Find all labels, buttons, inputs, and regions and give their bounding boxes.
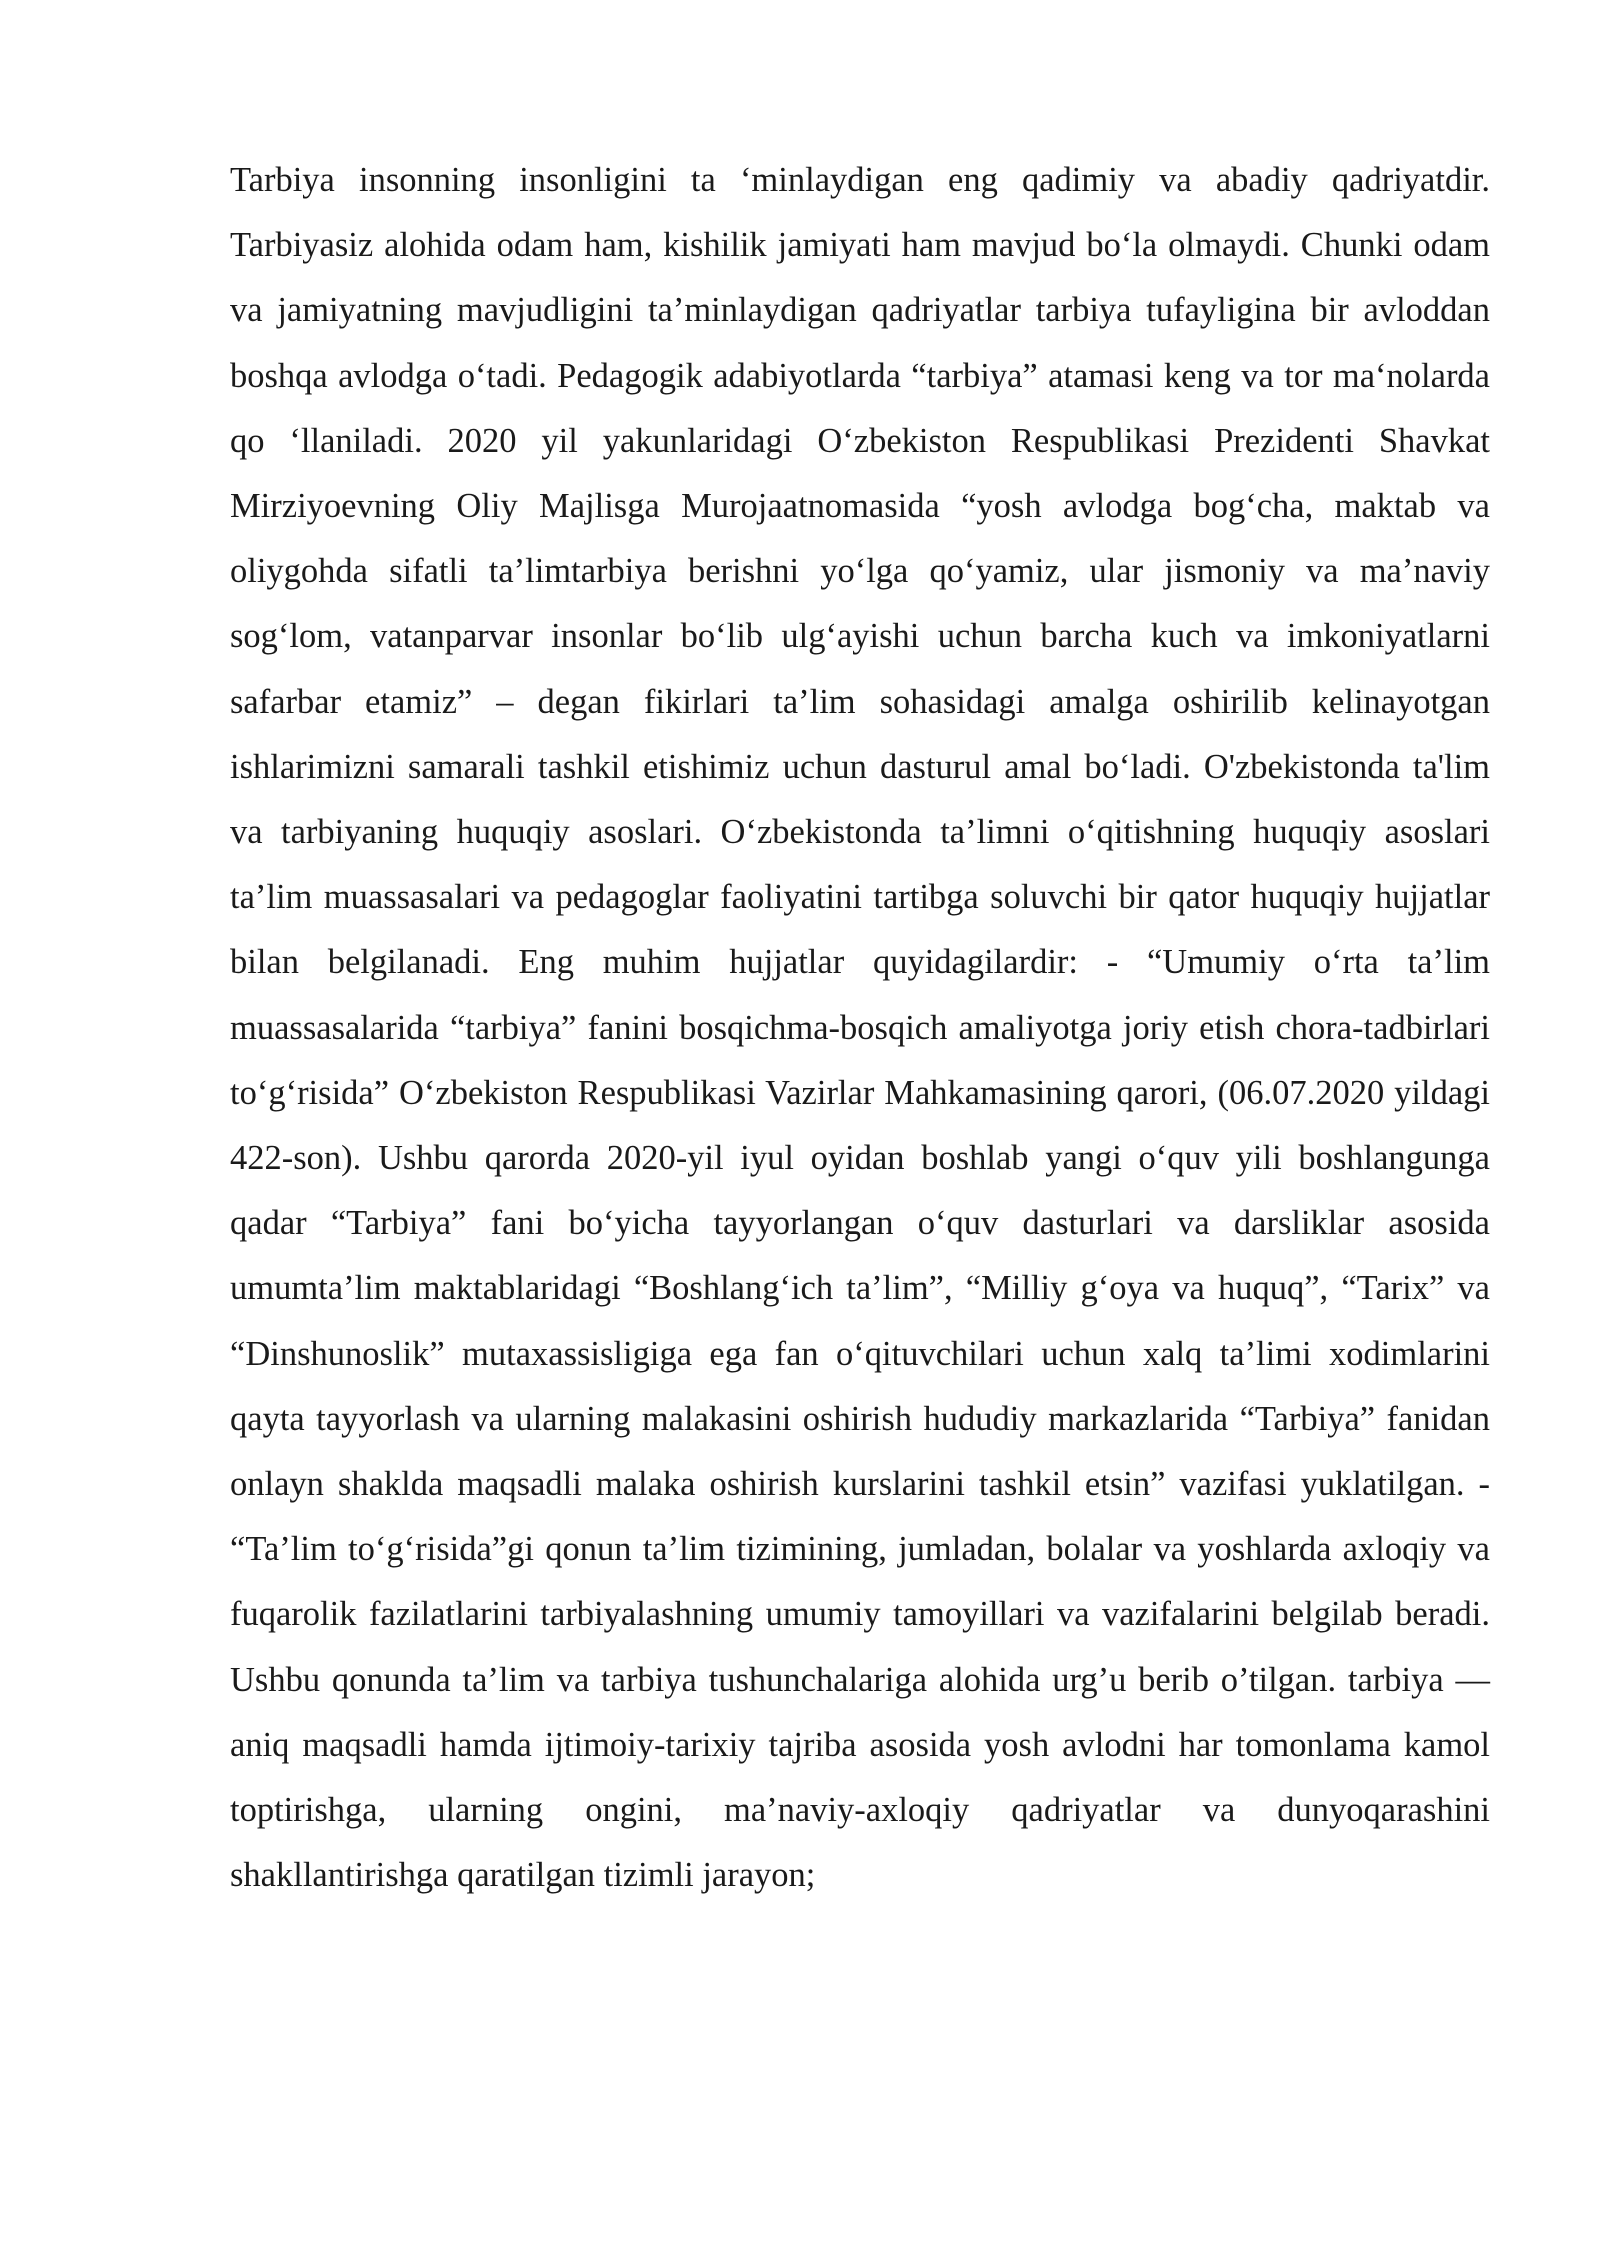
body-paragraph: Tarbiya insonning insonligini ta ‘minlaydigan eng qadimiy va abadiy qadriyatdir. Tarbiyasiz alohida odam ham, kishilik jamiyati ham mavjud bo‘la olmaydi. Chunki odam va jamiyatning mavjudligini ta’minlaydigan qadriyatlar tarbiya tufayligina bir avloddan boshqa avlodga o‘tadi. Pedagogik adabiyotlarda “tarbiya” atamasi keng va tor ma‘nolarda qo ‘llaniladi. 2020 yil yakunlaridagi O‘zbekiston Respublikasi Prezidenti Shavkat Mirziyoevning Oliy Majlisga Murojaatnomasida “yosh avlodga bog‘cha, maktab va oliygohda sifatli ta’limtarbiya berishni yo‘lga qo‘yamiz, ular jismoniy va ma’naviy sog‘lom, vatanparvar insonlar bo‘lib ulg‘ayishi uchun barcha kuch va imkoniyatlarni safarbar etamiz” – degan fikirlari ta’lim sohasidagi amalga oshirilib kelinayotgan ishlarimizni samarali tashkil etishimiz uchun dasturul amal bo‘ladi. O'zbekistonda ta'lim va tarbiyaning huquqiy asoslari. O‘zbekistonda ta’limni o‘qitishning huquqiy asoslari ta’lim muassasalari va pedagoglar faoliyatini tartibga soluvchi bir qator huquqiy hujjatlar bilan belgilanadi. Eng muhim hujjatlar quyidagilardir: - “Umumiy o‘rta ta’lim muassasalarida “tarbiya” fanini bosqichma-bosqich amaliyotga joriy etish chora-tadbirlari to‘g‘risida” O‘zbekiston Respublikasi Vazirlar Mahkamasining qarori, (06.07.2020 yildagi 422-son). Ushbu qarorda 2020-yil iyul oyidan boshlab yangi o‘quv yili boshlangunga qadar “Tarbiya” fani bo‘yicha tayyorlangan o‘quv dasturlari va darsliklar asosida umumta’lim maktablaridagi “Boshlang‘ich ta’lim”, “Milliy g‘oya va huquq”, “Tarix” va “Dinshunoslik” mutaxassisligiga ega fan o‘qituvchilari uchun xalq ta’limi xodimlarini qayta tayyorlash va ularning malakasini oshirish hududiy markazlarida “Tarbiya” fanidan onlayn shaklda maqsadli malaka oshirish kurslarini tashkil etsin” vazifasi yuklatilgan. - “Ta’lim to‘g‘risida”gi qonun ta’lim tizimining, jumladan, bolalar va yoshlarda axloqiy va fuqarolik fazilatlarini tarbiyalashning umumiy tamoyillari va vazifalarini belgilab beradi. Ushbu qonunda ta’lim va tarbiya tushunchalariga alohida urg’u berib o’tilgan. tarbiya — aniq maqsadli hamda ijtimoiy-tarixiy tajriba asosida yosh avlodni har tomonlama kamol toptirishga, ularning ongini, ma’naviy-axloqiy qadriyatlar va dunyoqarashini shakllantirishga qaratilgan tizimli jarayon; xyxy=(230,161,1490,1895)
